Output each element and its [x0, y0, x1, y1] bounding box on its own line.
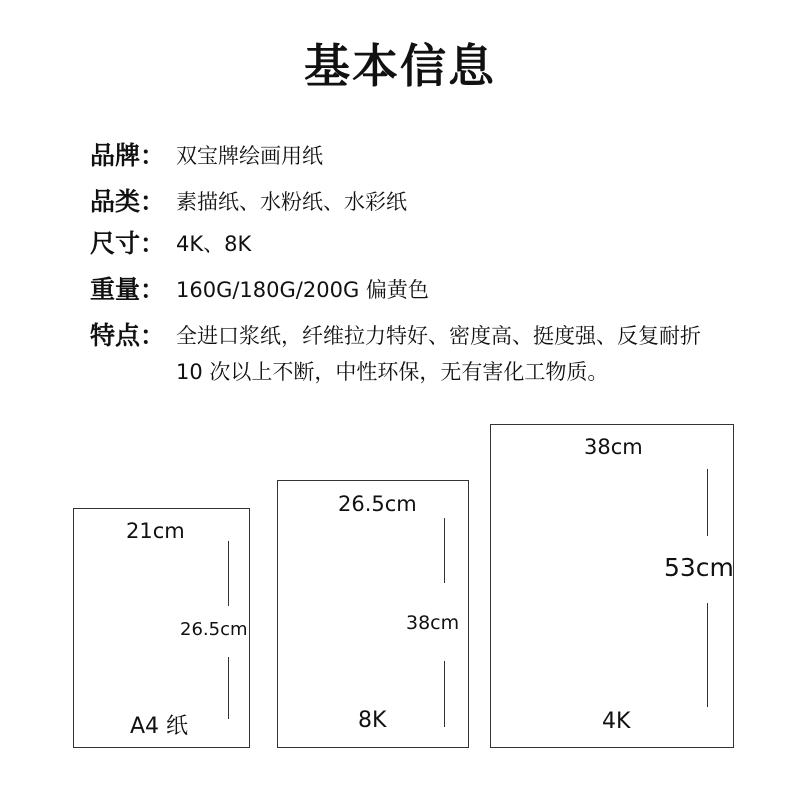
dimension-line [707, 469, 708, 536]
spec-value [176, 318, 701, 390]
dimension-line [444, 518, 445, 583]
spec-row-brand [90, 138, 323, 174]
paper-name-label: A4 纸 [130, 714, 189, 739]
spec-value-line: 全进口浆纸，纤维拉力特好、密度高、挺度强、反复耐折 [176, 324, 701, 348]
paper-width-label: 26.5cm [338, 492, 417, 516]
spec-value: 双宝牌绘画用纸 [176, 144, 323, 168]
paper-width-label: 38cm [584, 435, 643, 459]
page-title: 基本信息 [304, 39, 496, 93]
dimension-line [444, 661, 445, 727]
spec-label: 重量： [90, 275, 166, 304]
spec-value: 4K、8K [176, 232, 252, 256]
spec-value: 素描纸、水粉纸、水彩纸 [176, 190, 407, 214]
paper-height-label: 26.5cm [180, 619, 248, 640]
spec-row-size [90, 226, 251, 262]
spec-label: 特点： [90, 321, 166, 350]
paper-width-label: 21cm [126, 519, 185, 543]
paper-8k [277, 480, 469, 748]
dimension-line [228, 657, 229, 719]
paper-4k [490, 424, 734, 748]
dimension-line [707, 603, 708, 707]
paper-name-label: 4K [602, 709, 631, 734]
spec-label: 品类： [90, 187, 166, 216]
spec-label: 尺寸： [90, 229, 166, 258]
paper-name-label: 8K [358, 708, 387, 733]
spec-label: 品牌： [90, 141, 166, 170]
paper-a4 [73, 508, 250, 748]
spec-row-category [90, 184, 407, 220]
spec-value: 160G/180G/200G 偏黄色 [176, 278, 429, 302]
spec-row-weight [90, 272, 429, 308]
paper-height-label: 53cm [664, 553, 734, 582]
paper-height-label: 38cm [406, 612, 460, 634]
spec-value-line: 10 次以上不断，中性环保，无有害化工物质。 [176, 360, 609, 384]
dimension-line [228, 541, 229, 606]
spec-row-features [90, 318, 701, 390]
